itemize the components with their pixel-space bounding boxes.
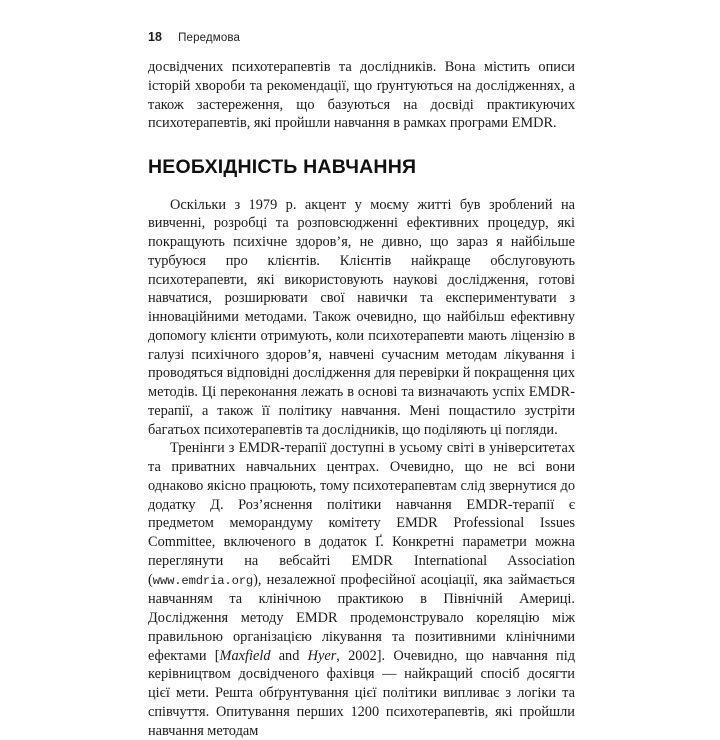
citation-author-primary: Maxfield bbox=[219, 647, 271, 664]
paragraph-text-run-1: Тренінги з EMDR-терапії доступні в усьому світі в університетах та приватних навчальних центрах. Очевидно, що не всі вони однаково якісно працюють, тому психотерапевтам слід звернутися до додатку Д. Роз’яснення політики навчання EMDR-терапії є предметом меморандуму комітету EMDR Professional Issues Committee, включеного в додаток Ґ. Конкретні параметри можна переглянути на вебсайті EMDR International Association ( bbox=[148, 440, 575, 588]
paragraph-continued: досвідчених психотерапевтів та дослідників. Вона містить описи історій хвороби та рекомендації, що ґрунтуються на дослідженнях, а також застереження, що базуються на досвіді практикуючих психотерапевтів, які пройшли навчання в рамках програми EMDR. bbox=[148, 59, 575, 132]
paragraph-text-run-2: ), незалежної професійної асоціації, яка займається навчанням та клінічною практикою в Північній Америці. Дослідження методу EMDR продемонструвало кореляцію між правильною організацією лікування та позитивними клінічними ефектами [ bbox=[148, 571, 575, 664]
paragraph-text-run-3: , 2002]. Очевидно, що навчання під керівництвом досвідченого фахівця — найкращий спосіб досягти цієї мети. Решта обґрунтування цієї політики випливає з логіки та співчуття. Опитування перших 1200 психотерапевтів, які пройшли навчання методам bbox=[148, 647, 575, 739]
citation-author-secondary: Hyer bbox=[307, 647, 337, 664]
section-heading: НЕОБХІДНІСТЬ НАВЧАННЯ bbox=[148, 156, 417, 178]
running-header-title: Передмова bbox=[178, 32, 241, 44]
running-header bbox=[148, 30, 575, 46]
emdria-url[interactable]: www.emdria.org bbox=[152, 573, 254, 588]
page-number: 18 bbox=[148, 30, 163, 44]
text-block bbox=[148, 58, 575, 740]
paragraph-training-availability bbox=[148, 439, 575, 740]
citation-conjunction: and bbox=[270, 647, 308, 664]
paragraph-training-necessity: Оскільки з 1979 р. акцент у моєму житті був зроблений на вивченні, розробці та розповсюдженні ефективних процедур, які покращують психічне здоров’я, не дивно, що зараз я найбільше турбуюся про клієнтів. Клієнтів найкраще обслуговують психотерапевти, які використовують наукові дослідження, готові навчатися, розширювати свої навички та експериментувати з інноваційними методами. Також очевидно, що найбільш ефективну допомогу клієнти отримують, коли психотерапевти мають ліцензію в галузі психічного здоров’я, навчені сучасним методам лікування і проводяться відповідні дослідження для перевірки й покращення цих методів. Ці переконання лежать в основі та визначають успіх EMDR-терапії, а також її політику навчання. Мені пощастило зустріти багатьох психотерапевтів та дослідників, що поділяють ці погляди. bbox=[148, 196, 575, 438]
